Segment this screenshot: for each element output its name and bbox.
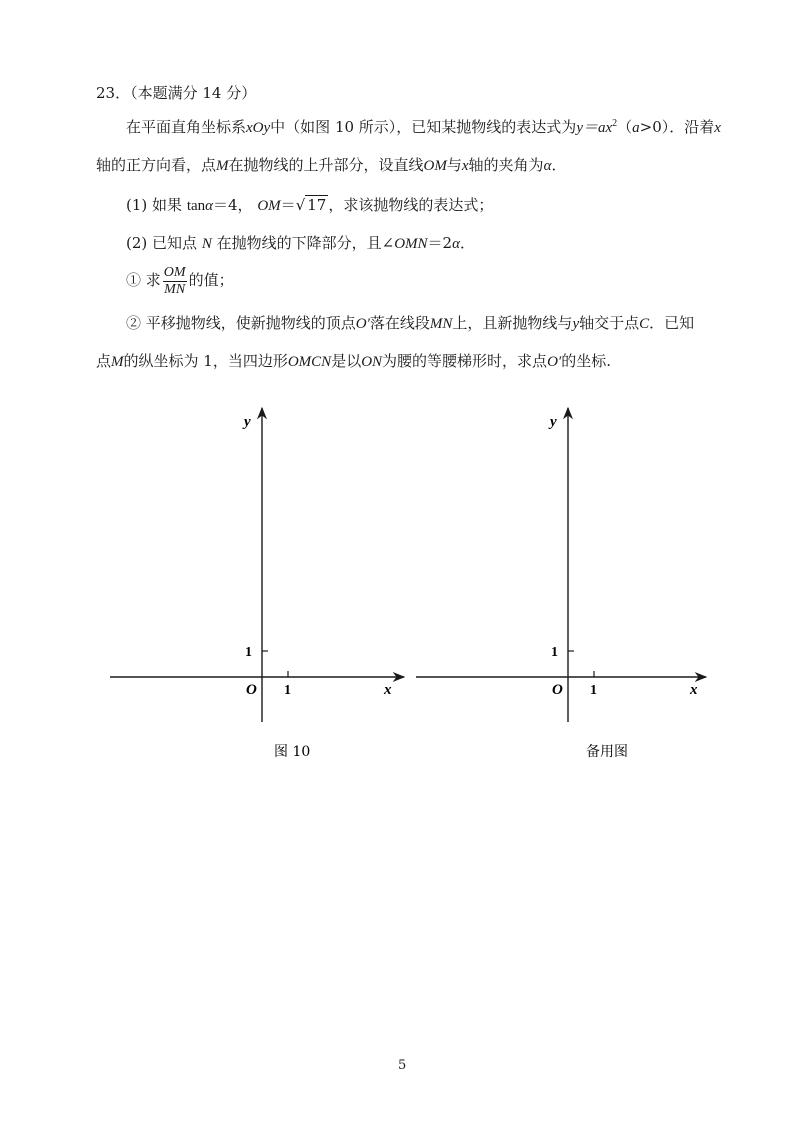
text: 在抛物线的上升部分，设直线 <box>228 156 424 174</box>
fraction-denominator: MN <box>164 281 186 297</box>
y-tick-label: 1 <box>551 645 558 660</box>
math-alpha: α <box>543 158 552 174</box>
x-axis-label: x <box>384 682 392 698</box>
question-header: 23．（本题满分 14 分） <box>96 84 257 102</box>
text: ＝2 <box>427 234 453 252</box>
math-om: OM <box>257 198 281 214</box>
math-m: M <box>111 354 124 370</box>
math-mn: MN <box>429 316 453 332</box>
text: (1) 如果 <box>126 196 183 214</box>
figure-backup <box>416 408 706 760</box>
text: 上，且新抛物线与 <box>452 314 573 332</box>
math-tan: tan <box>186 198 206 214</box>
text: ② 平移抛物线，使新抛物线的顶点 <box>126 314 356 332</box>
text: (2) 已知点 <box>126 234 198 252</box>
text: 落在线段 <box>369 314 430 332</box>
fraction-numerator: OM <box>163 264 186 280</box>
text: 轴的夹角为 <box>468 156 544 174</box>
page-number: 5 <box>398 1058 407 1073</box>
text: ＝4， <box>213 196 253 214</box>
y-axis-label: y <box>550 414 557 430</box>
math-a: a <box>632 120 640 136</box>
math-equation: y＝ax <box>576 120 613 136</box>
text: ，求该抛物线的表达式； <box>328 196 494 214</box>
math-omcn: OMCN <box>287 354 332 370</box>
text: ． <box>459 234 475 252</box>
math-alpha: α <box>452 236 460 252</box>
x-axis-label: x <box>690 682 698 698</box>
math-x: x <box>461 158 469 174</box>
sqrt-symbol: √ 17 <box>295 196 327 214</box>
math-c: C <box>639 316 650 332</box>
figure-caption: 图 10 <box>274 744 311 760</box>
text: ．已知 <box>649 314 695 332</box>
math-m: M <box>216 158 229 174</box>
text: 的纵坐标为 1，当四边形 <box>123 352 288 370</box>
text: 点 <box>96 352 112 370</box>
text: 轴交于点 <box>579 314 640 332</box>
radicand: 17 <box>307 196 327 214</box>
text: 轴的正方向看，点 <box>96 156 217 174</box>
math-angle: ∠OMN <box>381 236 428 252</box>
text: ＝ <box>280 196 296 214</box>
text: （ <box>617 118 633 136</box>
math-o-prime: O′ <box>355 316 370 332</box>
math-alpha: α <box>205 198 214 214</box>
text: 中（如图 10 所示），已知某抛物线的表达式为 <box>270 118 577 136</box>
math-xoy: xOy <box>246 120 271 136</box>
y-tick-label: 1 <box>245 645 252 660</box>
math-y: y <box>572 316 580 332</box>
origin-label: O <box>246 682 257 698</box>
figure-10 <box>110 408 404 760</box>
x-tick-label: 1 <box>284 683 291 698</box>
math-om: OM <box>423 158 447 174</box>
text: 的坐标. <box>561 352 611 370</box>
x-tick-label: 1 <box>590 683 597 698</box>
text: 在抛物线的下降部分，且 <box>216 234 382 252</box>
figure-caption: 备用图 <box>586 744 628 760</box>
y-axis-label: y <box>244 414 251 430</box>
math-n: N <box>201 236 212 252</box>
math-o-prime: O′ <box>547 354 562 370</box>
text: ． <box>551 156 567 174</box>
text: 是以 <box>331 352 362 370</box>
text: ① 求 <box>126 271 161 289</box>
math-on: ON <box>361 354 383 370</box>
math-x: x <box>714 120 721 136</box>
text: 与 <box>446 156 462 174</box>
origin-label: O <box>552 682 563 698</box>
text: >0）．沿着 <box>639 118 715 136</box>
text: 在平面直角坐标系 <box>126 118 247 136</box>
math-exponent: 2 <box>612 118 618 129</box>
text: 为腰的等腰梯形时，求点 <box>382 352 548 370</box>
text: 的值； <box>188 271 234 289</box>
